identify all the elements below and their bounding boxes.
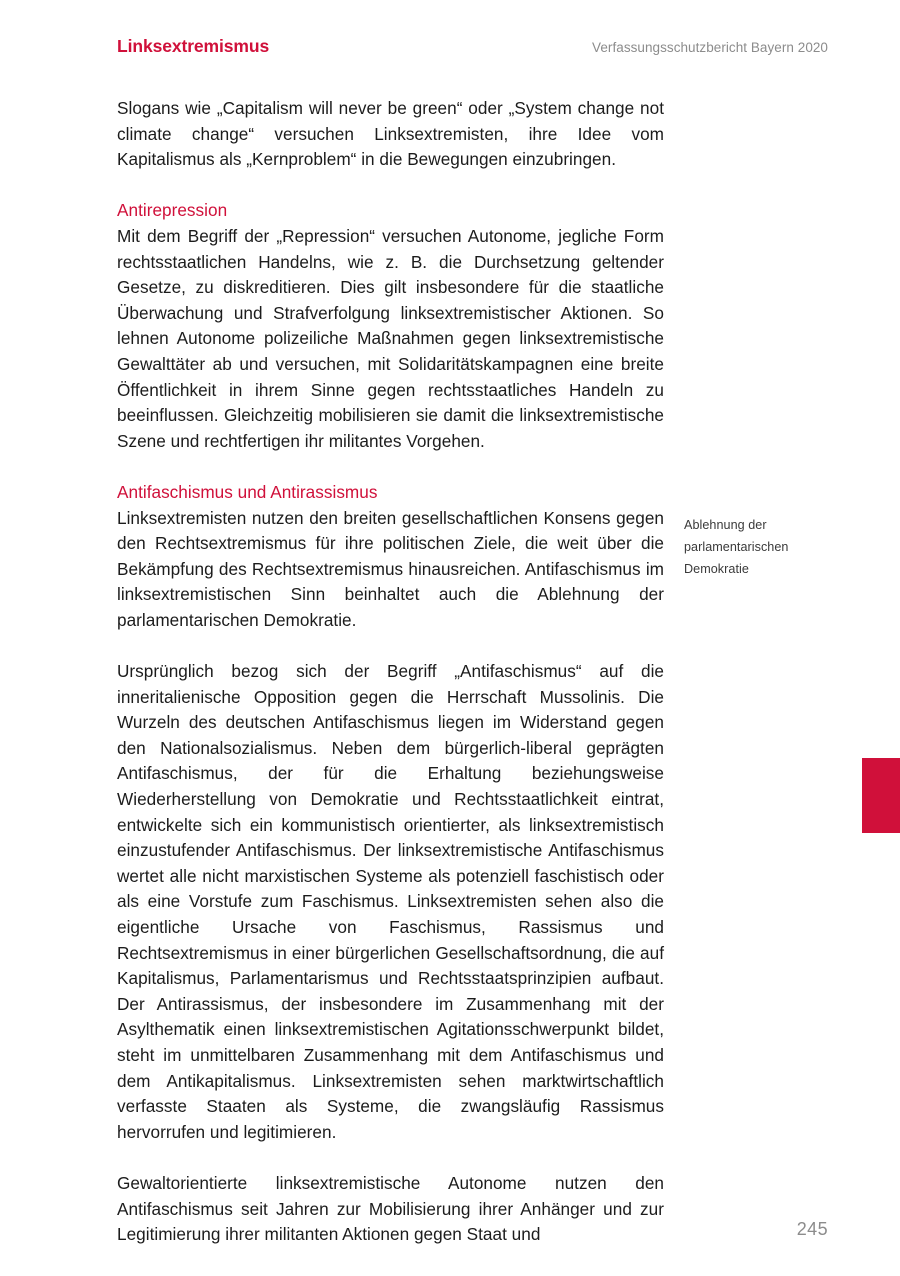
margin-note-line-1: Ablehnung der bbox=[684, 518, 767, 532]
section-antifaschismus-und-antirassismus bbox=[117, 480, 664, 1248]
page-number: 245 bbox=[796, 1219, 828, 1239]
running-head bbox=[117, 36, 828, 60]
margin-note-line-3: Demokratie bbox=[684, 562, 749, 576]
running-head-report-title: Verfassungsschutzbericht Bayern 2020 bbox=[592, 40, 828, 55]
running-head-chapter-title: Linksextremismus bbox=[117, 36, 270, 56]
margin-note-line-2: parlamentarischen bbox=[684, 540, 789, 554]
margin-note bbox=[684, 514, 844, 580]
main-text-column bbox=[117, 96, 664, 1248]
section-heading-antifaschismus-und-antirassismus: Antifaschismus und Antirassismus bbox=[117, 481, 378, 502]
section-paragraph: Ursprünglich bezog sich der Begriff „Antifaschismus“ auf die inneritalienische Opposition gegen die Herrschaft Mussolinis. Die Wurzeln des deutschen Antifaschismus liegen im Widerstand gegen den Nationalsozialismus. Neben dem bürgerlich-liberal geprägten Antifaschismus, der für die Erhaltung beziehungsweise Wiederherstellung von Demokratie und Rechtsstaatlichkeit eintrat, entwickelte sich ein kommunistisch orientierter, als linksextremistisch einzustufender Antifaschismus. Der linksextremistische Antifaschismus wertet alle nicht marxistischen Systeme als potenziell faschistisch oder als eine Vorstufe zum Faschismus. Linksextremisten sehen also die eigentliche Ursache von Faschismus, Rassismus und Rechtsextremismus in einer bürgerlichen Gesellschaftsordnung, die auf Kapitalismus, Parlamentarismus und Rechtsstaatsprinzipien aufbaut. Der Antirassismus, der insbesondere im Zusammenhang mit der Asylthematik einen linksextremistischen Agitationsschwerpunkt bildet, steht im unmittelbaren Zusammenhang mit dem Antifaschismus und dem Antikapitalismus. Linksextremisten sehen marktwirtschaftlich verfasste Staaten als Systeme, die zwangsläufig Rassismus hervorrufen und legitimieren. bbox=[117, 661, 664, 1142]
intro-paragraph: Slogans wie „Capitalism will never be green“ oder „System change not climate change“ versuchen Linksextremisten, ihre Idee vom Kapitalismus als „Kernproblem“ in die Bewegungen einzubringen. bbox=[117, 98, 664, 170]
chapter-edge-tab-marker bbox=[862, 758, 900, 833]
section-paragraph: Linksextremisten nutzen den breiten gesellschaftlichen Konsens gegen den Rechtsextremismus für ihre politischen Ziele, die weit über die Bekämpfung des Rechtsextremismus hinausreichen. Antifaschismus im linksextremistischen Sinn beinhaltet auch die Ablehnung der parlamentarischen Demokratie. bbox=[117, 507, 664, 630]
section-heading-antirepression: Antirepression bbox=[117, 200, 228, 221]
section-paragraph: Gewaltorientierte linksextremistische Autonome nutzen den Antifaschismus seit Jahren zur Mobilisierung ihrer Anhänger und zur Legitimierung ihrer militanten Aktionen gegen Staat und bbox=[117, 1172, 664, 1245]
section-paragraph: Mit dem Begriff der „Repression“ versuchen Autonome, jegliche Form rechtsstaatlichen Handelns, wie z. B. die Durchsetzung geltender Gesetze, zu diskreditieren. Dies gilt insbesondere für die staatliche Überwachung und Strafverfolgung linksextremistischer Aktionen. So lehnen Autonome polizeiliche Maßnahmen gegen linksextremistische Gewalttäter ab und versuchen, mit Solidaritätskampagnen eine breite Öffentlichkeit in ihrem Sinne gegen rechtsstaatliches Handeln zu beeinflussen. Gleichzeitig mobilisieren sie damit die linksextremistische Szene und rechtfertigen ihr militantes Vorgehen. bbox=[117, 225, 664, 451]
section-antirepression bbox=[117, 198, 664, 454]
